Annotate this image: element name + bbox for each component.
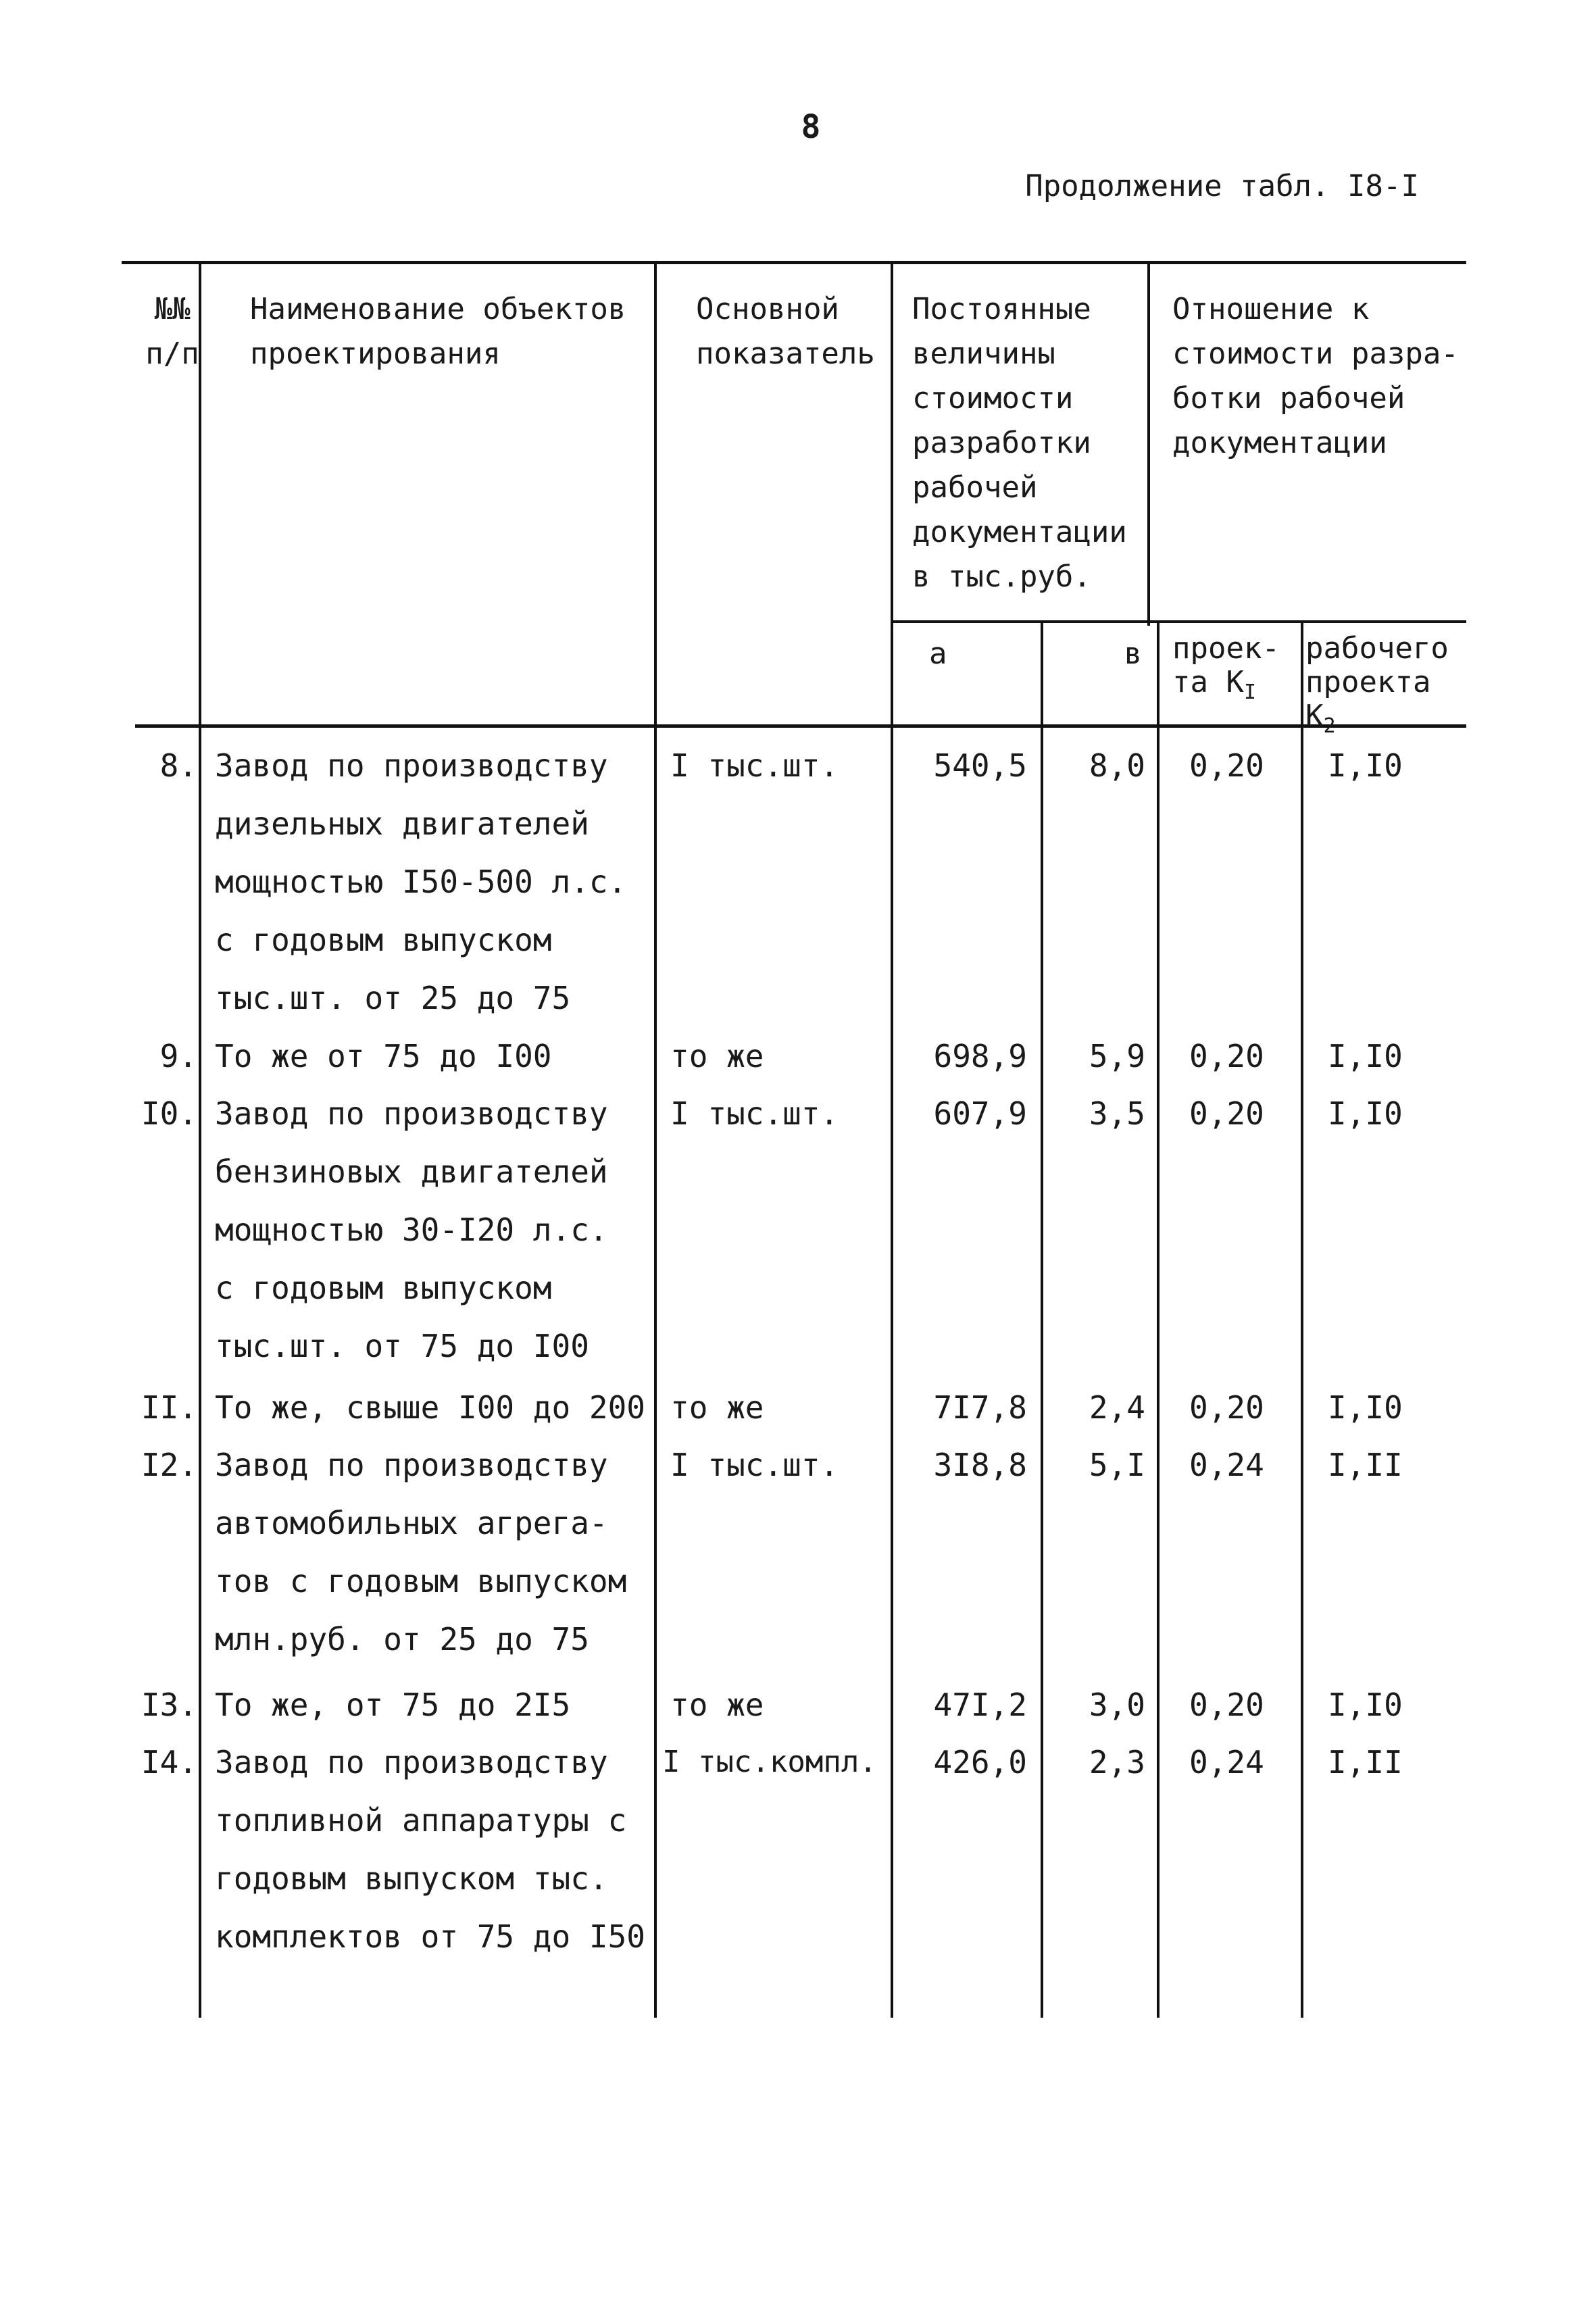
row-9-k1: 0,20 <box>1189 1038 1264 1074</box>
row-13-name: То же, от 75 до 2I5 <box>215 1687 571 1723</box>
row-13-k2: I,I0 <box>1328 1687 1403 1723</box>
row-11-b: 2,4 <box>1089 1389 1145 1426</box>
col-divider-k <box>1301 622 1303 2018</box>
row-14-num: I4. <box>141 1744 197 1781</box>
header-constants: Постоянные величины стоимости разработки рабочей документации в тыс.руб. <box>912 292 1127 594</box>
row-10-name: Завод по производству бензиновых двигателей мощностью 30-I20 л.с. с годовым выпуском тыс.шт. от 75 до I00 <box>215 1095 608 1364</box>
row-10-b: 3,5 <box>1089 1095 1145 1132</box>
row-9-indicator: то же <box>670 1038 764 1074</box>
row-8-b: 8,0 <box>1089 747 1145 784</box>
row-8-k1: 0,20 <box>1189 747 1264 784</box>
row-12-k1: 0,24 <box>1189 1447 1264 1483</box>
continuation-label: Продолжение табл. I8-I <box>1025 169 1419 203</box>
header-ratio: Отношение к стоимости разра- ботки рабочей документации <box>1172 292 1459 460</box>
row-13-b: 3,0 <box>1089 1687 1145 1723</box>
row-11-indicator: то же <box>670 1389 764 1426</box>
row-9-a: 698,9 <box>933 1038 1027 1074</box>
row-8-a: 540,5 <box>933 747 1027 784</box>
row-9-num: 9. <box>159 1038 197 1074</box>
header-k1-text: проек- та К <box>1172 631 1280 699</box>
col-divider-4-lower <box>1157 622 1159 2018</box>
row-12-b: 5,I <box>1089 1447 1145 1483</box>
row-10-indicator: I тыс.шт. <box>670 1095 839 1132</box>
col-divider-2 <box>654 261 657 2018</box>
row-8-num: 8. <box>159 747 197 784</box>
row-13-a: 47I,2 <box>933 1687 1027 1723</box>
row-12-a: 3I8,8 <box>933 1447 1027 1483</box>
row-8-name: Завод по производству дизельных двигателей мощностью I50-500 л.с. с годовым выпуском тыс.шт. от 25 до 75 <box>215 747 627 1016</box>
row-12-indicator: I тыс.шт. <box>670 1447 839 1483</box>
header-k2 <box>1305 632 1468 743</box>
row-9-name: То же от 75 до I00 <box>215 1038 552 1074</box>
row-13-num: I3. <box>141 1687 197 1723</box>
header-indicator: Основной показатель <box>696 292 875 371</box>
subheader-rule <box>892 620 1466 623</box>
page-number: 8 <box>801 108 821 146</box>
row-11-a: 7I7,8 <box>933 1389 1027 1426</box>
col-divider-1 <box>199 261 201 2018</box>
row-14-indicator: I тыс.компл. <box>662 1745 877 1779</box>
row-10-k2: I,I0 <box>1328 1095 1403 1132</box>
row-13-k1: 0,20 <box>1189 1687 1264 1723</box>
row-11-num: II. <box>141 1389 197 1426</box>
row-10-num: I0. <box>141 1095 197 1132</box>
header-k2-text: рабочего проекта К <box>1305 631 1449 733</box>
header-k1 <box>1172 632 1297 710</box>
row-14-name: Завод по производству топливной аппаратуры с годовым выпуском тыс. комплектов от 75 до I50 <box>215 1744 645 1955</box>
row-14-b: 2,3 <box>1089 1744 1145 1781</box>
header-bottom-rule <box>135 724 1466 728</box>
row-11-k1: 0,20 <box>1189 1389 1264 1426</box>
row-13-indicator: то же <box>670 1687 764 1723</box>
table-top-rule <box>122 261 1466 264</box>
row-12-name: Завод по производству автомобильных агрега- тов с годовым выпуском млн.руб. от 25 до 75 <box>215 1447 627 1658</box>
header-k1-sub: I <box>1243 680 1257 704</box>
row-10-a: 607,9 <box>933 1095 1027 1132</box>
row-8-k2: I,I0 <box>1328 747 1403 784</box>
row-8-indicator: I тыс.шт. <box>670 747 839 784</box>
row-10-k1: 0,20 <box>1189 1095 1264 1132</box>
header-num: №№ п/п <box>145 292 199 371</box>
row-11-name: То же, свыше I00 до 200 <box>215 1389 645 1426</box>
row-9-k2: I,I0 <box>1328 1038 1403 1074</box>
header-name: Наименование объектов проектирования <box>250 292 626 371</box>
row-11-k2: I,I0 <box>1328 1389 1403 1426</box>
header-a: а <box>929 637 947 671</box>
col-divider-ab <box>1041 622 1043 2018</box>
row-12-num: I2. <box>141 1447 197 1483</box>
row-14-a: 426,0 <box>933 1744 1027 1781</box>
row-12-k2: I,II <box>1328 1447 1403 1483</box>
header-b: в <box>1124 637 1142 671</box>
row-14-k2: I,II <box>1328 1744 1403 1781</box>
header-k2-sub: 2 <box>1323 714 1336 738</box>
row-9-b: 5,9 <box>1089 1038 1145 1074</box>
row-14-k1: 0,24 <box>1189 1744 1264 1781</box>
